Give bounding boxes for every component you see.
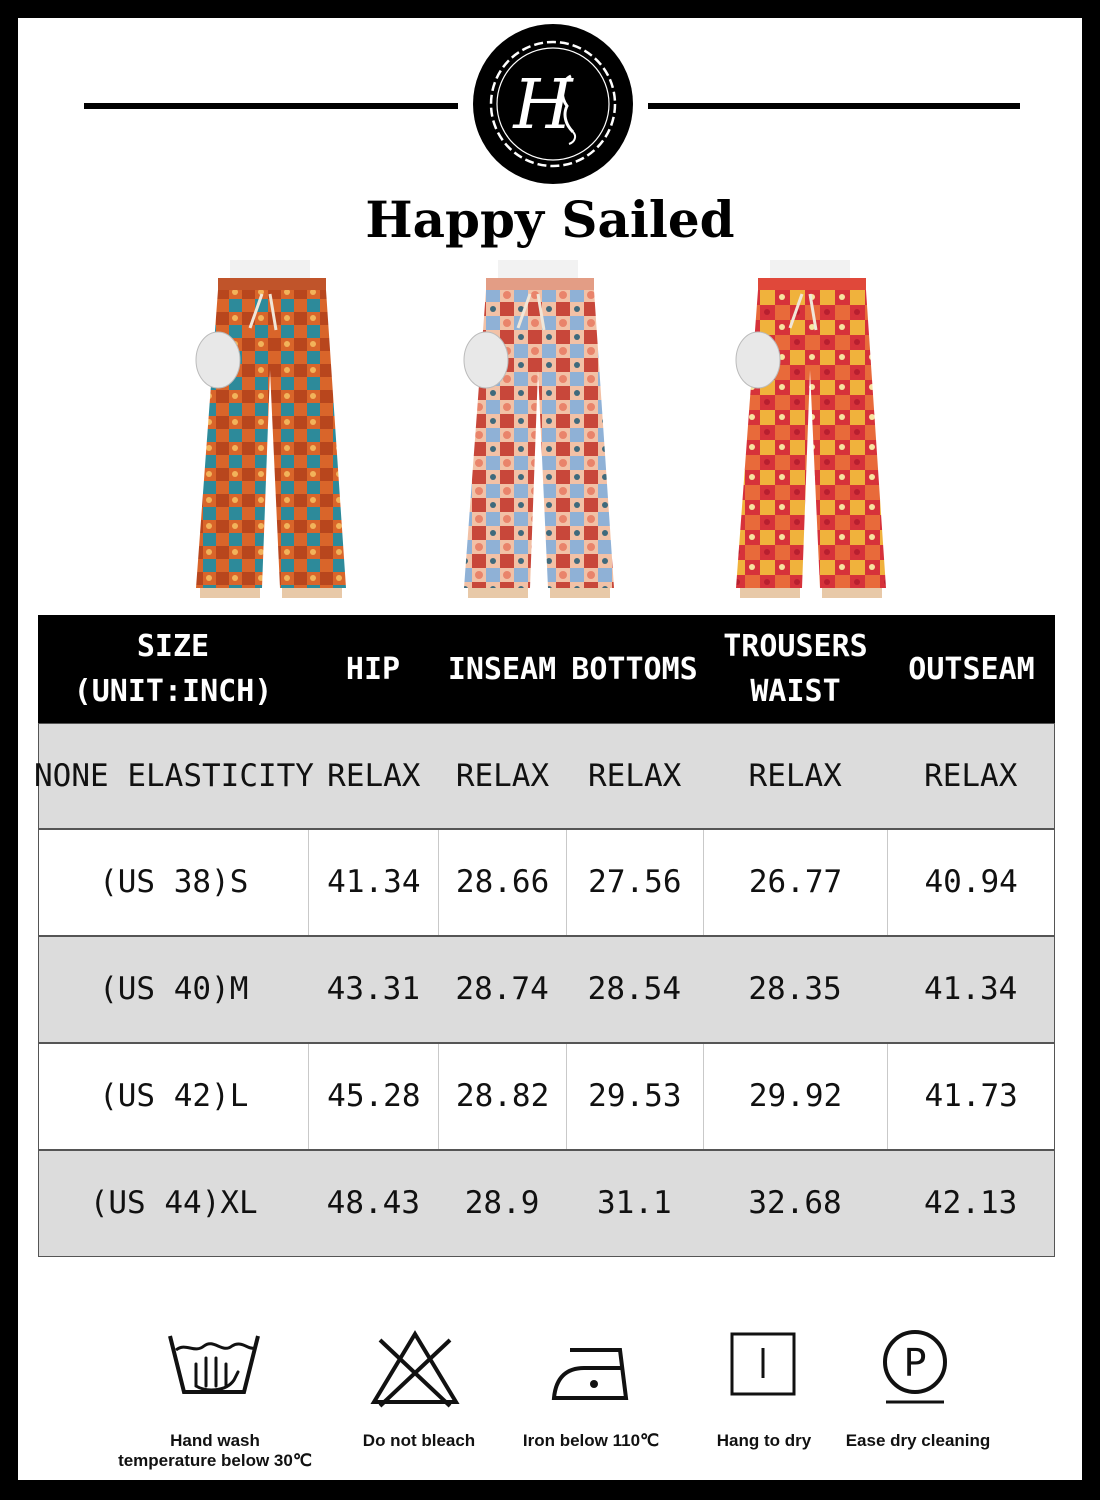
logo-letter: H [513, 66, 573, 145]
header-rule-left [84, 103, 458, 109]
iron-label: Iron below 110℃ [522, 1431, 660, 1450]
hip-cell: 45.28 [308, 1044, 438, 1149]
elasticity-label: NONE ELASTICITY [34, 757, 314, 794]
size-cell: (US 42)L [99, 1078, 249, 1115]
header-size: SIZE (UNIT:INCH) [73, 629, 273, 709]
elasticity-waist: RELAX [748, 757, 842, 794]
elasticity-outseam: RELAX [924, 757, 1018, 794]
waist-cell: 28.35 [748, 971, 842, 1008]
table-row [38, 829, 1055, 936]
hang-dry-label: Hang to dry [716, 1431, 812, 1450]
size-cell: (US 44)XL [89, 1185, 258, 1222]
elasticity-row [34, 723, 1055, 829]
dry-clean-icon [880, 1328, 950, 1408]
bottoms-cell: 27.56 [566, 830, 703, 935]
bottoms-cell: 31.1 [597, 1185, 672, 1222]
dry-clean-label: Ease dry cleaning [845, 1431, 991, 1450]
table-row [38, 1150, 1055, 1257]
product-photo-orange [190, 260, 346, 598]
elasticity-inseam: RELAX [455, 757, 550, 794]
header-inseam: INSEAM [447, 651, 557, 687]
elasticity-hip: RELAX [327, 757, 421, 794]
size-cell: (US 40)M [99, 971, 249, 1008]
size-cell: (US 38)S [99, 864, 249, 901]
svg-text:P: P [903, 1341, 927, 1385]
brand-name: Happy Sailed [365, 190, 735, 249]
waist-cell: 32.68 [748, 1185, 842, 1222]
header-hip: HIP [345, 651, 401, 687]
inseam-cell: 28.9 [464, 1185, 540, 1222]
product-photo-red [730, 260, 886, 598]
waist-cell: 29.92 [703, 1044, 888, 1149]
hang-dry-icon [728, 1328, 798, 1398]
hand-wash-icon [166, 1328, 262, 1408]
header-bottoms: BOTTOMS [571, 651, 698, 687]
header-outseam: OUTSEAM [908, 651, 1035, 687]
bottoms-cell: 28.54 [587, 971, 681, 1008]
header-trousers-waist: TROUSERS WAIST [723, 629, 868, 709]
elasticity-bottoms: RELAX [587, 757, 682, 794]
header-rule-right [648, 103, 1020, 109]
table-header-row [38, 615, 1055, 723]
hip-cell: 41.34 [308, 830, 438, 935]
size-chart-sheet [18, 18, 1082, 1480]
no-bleach-icon [370, 1328, 460, 1408]
bottoms-cell: 29.53 [566, 1044, 703, 1149]
hand-wash-label: Hand wash temperature below 30℃ [118, 1431, 312, 1471]
inseam-cell: 28.74 [455, 971, 549, 1008]
outseam-cell: 41.73 [887, 1044, 1054, 1149]
waist-cell: 26.77 [703, 830, 888, 935]
no-bleach-label: Do not bleach [362, 1431, 476, 1450]
inseam-cell: 28.66 [438, 830, 566, 935]
product-photo-floral [458, 260, 614, 598]
brand-logo [473, 24, 633, 184]
table-row [38, 936, 1055, 1043]
table-row [38, 1043, 1055, 1150]
outseam-cell: 40.94 [887, 830, 1054, 935]
iron-icon [550, 1328, 636, 1408]
outseam-cell: 42.13 [924, 1185, 1018, 1222]
hip-cell: 48.43 [326, 1185, 420, 1222]
outseam-cell: 41.34 [924, 971, 1018, 1008]
hip-cell: 43.31 [326, 971, 420, 1008]
inseam-cell: 28.82 [438, 1044, 566, 1149]
